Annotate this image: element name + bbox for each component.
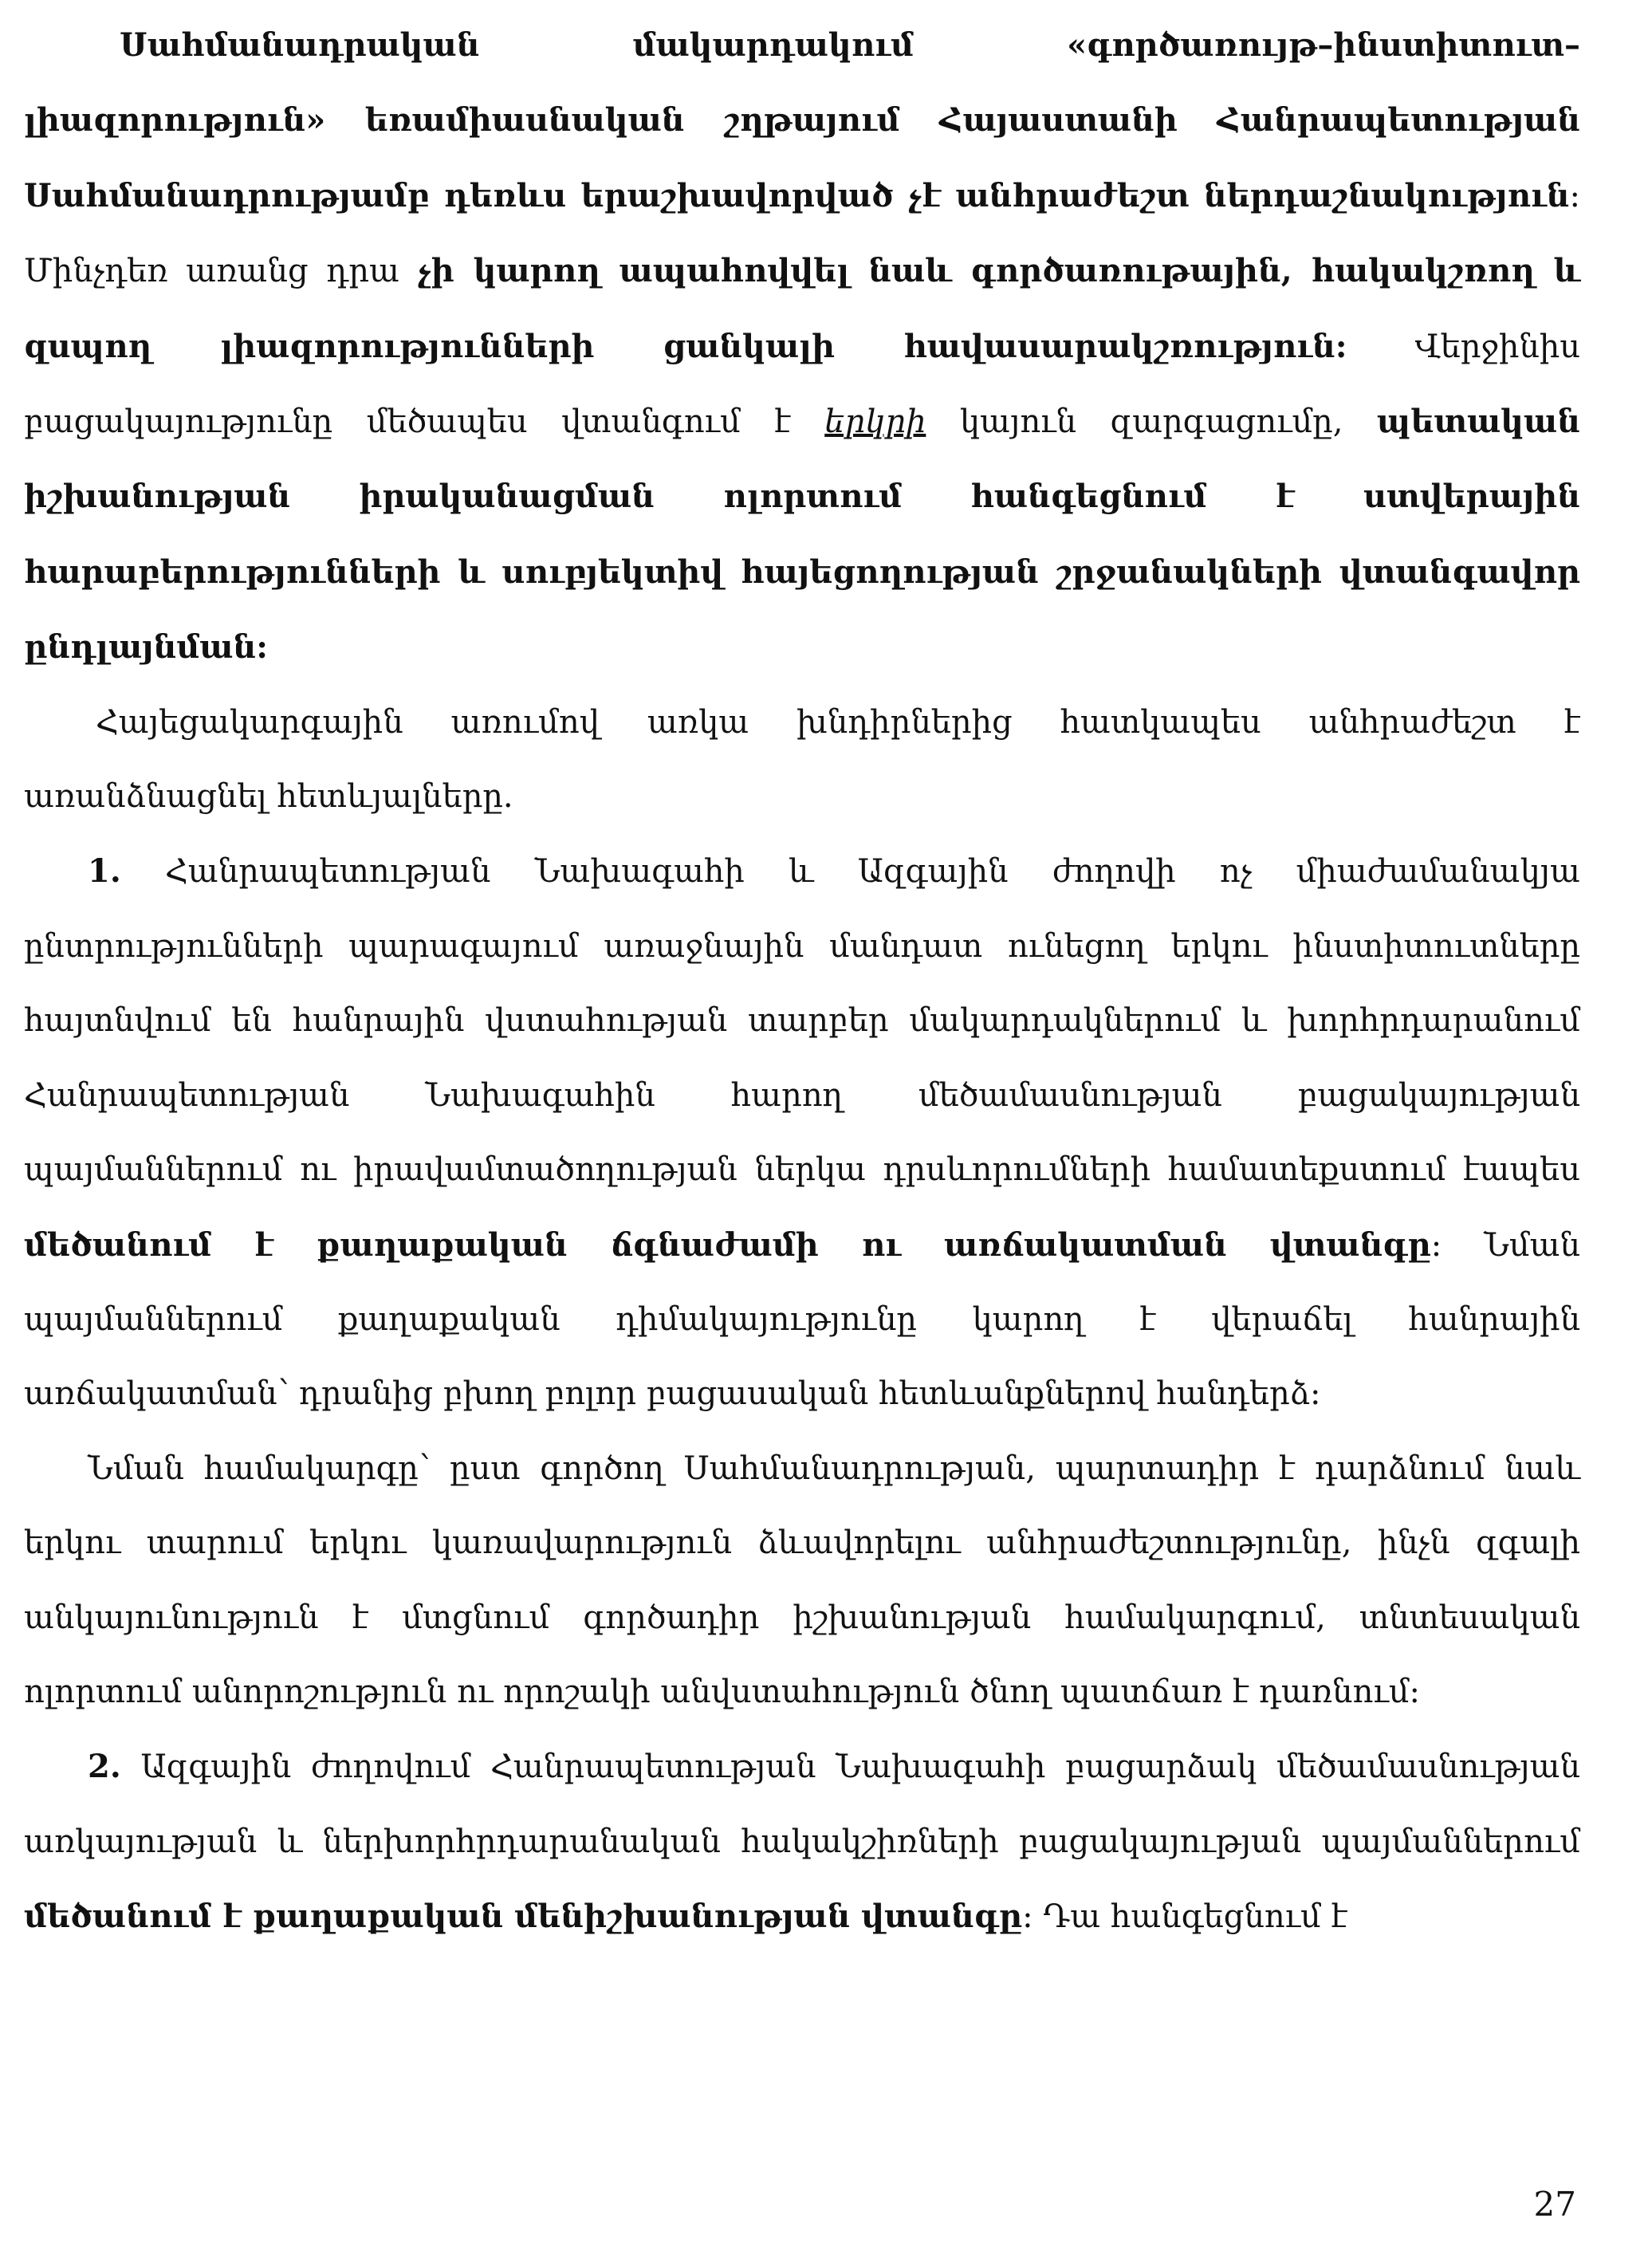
paragraph-1-text-2: Վերջինիս բացակայությունը մեծապես վտանգում է — [24, 328, 1580, 441]
paragraph-5-text-2: : Դա հանգեցնում է — [1022, 1898, 1347, 1936]
paragraph-3-item-1 — [24, 834, 1580, 1431]
paragraph-3-text-2: : Նման պայմաններում քաղաքական դիմակայությունը կարող է վերաճել հանրային առճակատման՝ դրանից բխող բոլոր բացասական հետևանքներով հանդերձ: — [24, 1226, 1580, 1413]
paragraph-5-text-1: Ազգային ժողովում Հանրապետության Նախագահի բացարձակ մեծամասնության առկայության և ներխորհրդարանական հակակշիռների բացակայության պայմաններում — [24, 1748, 1580, 1860]
paragraph-5-item-2 — [24, 1729, 1580, 1954]
list-number-2: 2. — [88, 1748, 121, 1786]
paragraph-2: Հայեցակարգային առումով առկա խնդիրներից հատկապես անհրաժեշտ է առանձնացնել հետևյալները. — [24, 703, 1580, 816]
paragraph-1-text-1: : Մինչդեռ առանց դրա — [24, 177, 1580, 290]
paragraph-5-bold-1: մեծանում է քաղաքական մենիշխանության վտանգը — [24, 1898, 1023, 1936]
paragraph-3-bold-1: մեծանում է քաղաքական ճգնաժամի ու առճակատման վտանգը — [24, 1225, 1431, 1264]
paragraph-1-bold-2: չի կարող ապահովվել նաև գործառութային, հակակշռող և զսպող լիազորությունների ցանկալի հավասարակշռություն: — [24, 252, 1580, 365]
list-number-1: 1. — [88, 852, 121, 891]
document-page — [24, 8, 1580, 1955]
page-number: 27 — [1533, 2185, 1576, 2224]
paragraph-1-bold-3: պետական իշխանության իրականացման ոլորտում հանգեցնում է ստվերային հարաբերությունների և սուբյեկտիվ հայեցողության շրջանակների վտանգավոր ընդլայնման: — [24, 403, 1580, 667]
paragraph-1 — [24, 8, 1580, 686]
paragraph-3-text-1: Հանրապետության Նախագահի և Ազգային ժողովի ոչ միաժամանակյա ընտրությունների պարագայում առաջնային մանդատ ունեցող երկու ինստիտուտները հայտնվում են հանրային վստահության տարբեր մակարդակներում և խորհրդարանում Հանրապետության Նախագահին հարող մեծամասնության բացակայության պայմաններում ու իրավամտածողության ներկա դրսևորումների համատեքստում էապես — [24, 853, 1580, 1189]
paragraph-4: Նման համակարգը՝ ըստ գործող Սահմանադրության, պարտադիր է դարձնում նաև երկու տարում երկու կառավարություն ձևավորելու անհրաժեշտությունը, ինչն զգալի անկայունություն է մտցնում գործադիր իշխանության համակարգում, տնտեսական ոլորտում անորոշություն ու որոշակի անվստահություն ծնող պատճառ է դառնում: — [24, 1450, 1580, 1710]
paragraph-1-bold-1: Սահմանադրական մակարդակում «գործառույթ–ինստիտուտ–լիազորություն» եռամիասնական շղթայում Հայաստանի Հանրապետության Սահմանադրությամբ դեռևս երաշխավորված չէ անհրաժեշտ ներդաշնակություն — [24, 26, 1580, 214]
paragraph-1-italic-word: երկրի — [824, 403, 926, 441]
paragraph-1-text-3: կայուն զարգացումը, — [926, 403, 1377, 441]
